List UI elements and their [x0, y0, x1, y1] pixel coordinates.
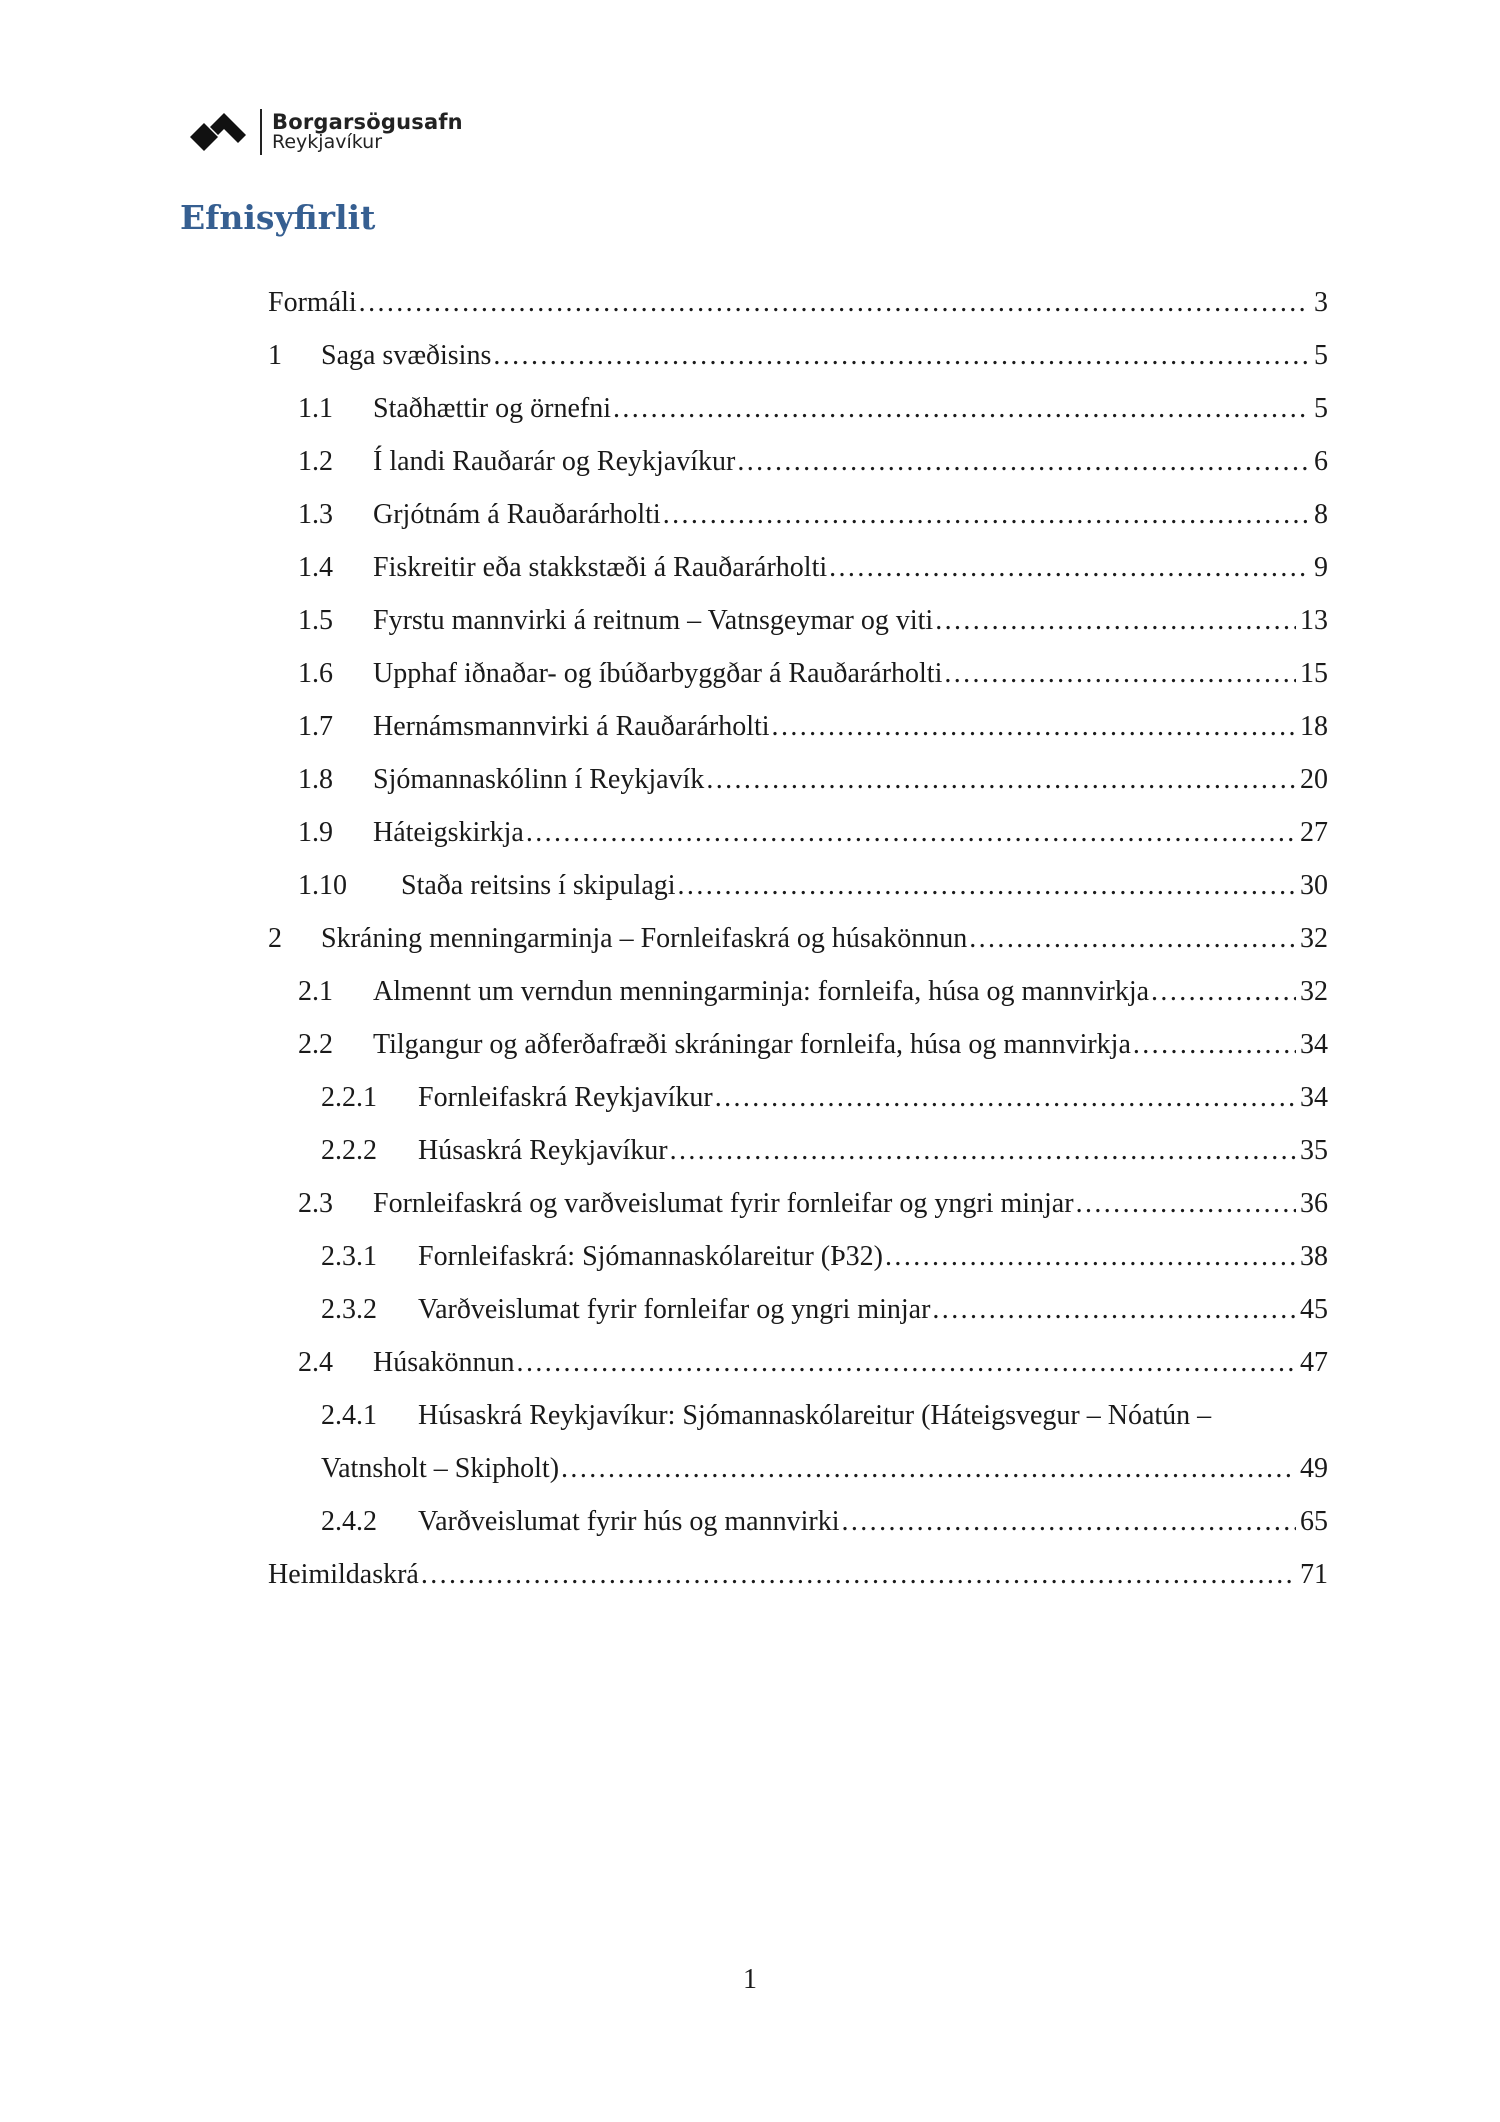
toc-label[interactable]: Skráning menningarminja – Fornleifaskrá og húsakönnun [321, 922, 968, 954]
logo-text [272, 111, 463, 153]
toc-leader [1151, 976, 1296, 1008]
toc-leader [885, 1241, 1296, 1273]
toc-number: 1.1 [298, 392, 333, 424]
toc-label[interactable]: Hernámsmannvirki á Rauðarárholti [373, 710, 770, 742]
toc-page: 49 [1300, 1452, 1328, 1484]
toc-number: 2.3.1 [321, 1240, 377, 1272]
toc-label[interactable]: Tilgangur og aðferðafræði skráningar fornleifa, húsa og mannvirkja [373, 1028, 1131, 1060]
toc-number: 1.8 [298, 763, 333, 795]
toc-page: 9 [1314, 551, 1328, 583]
toc-leader [359, 287, 1310, 319]
toc-page: 32 [1300, 975, 1328, 1007]
toc-page: 5 [1314, 392, 1328, 424]
toc-page: 3 [1314, 286, 1328, 318]
toc-label[interactable]: Fyrstu mannvirki á reitnum – Vatnsgeymar og viti [373, 604, 934, 636]
toc-number: 1.10 [298, 869, 347, 901]
toc-page: 15 [1300, 657, 1328, 689]
page-number: 1 [743, 1964, 757, 1995]
toc-page: 13 [1300, 604, 1328, 636]
toc-row[interactable] [268, 1548, 1328, 1601]
toc-row[interactable] [268, 806, 1328, 859]
toc-label[interactable]: Varðveislumat fyrir hús og mannvirki [418, 1505, 840, 1537]
museum-logo [190, 106, 463, 158]
toc-number: 2.2 [298, 1028, 333, 1060]
toc-number: 1.4 [298, 551, 333, 583]
toc-leader [613, 393, 1310, 425]
toc-label[interactable]: Í landi Rauðarár og Reykjavíkur [373, 445, 736, 477]
toc-leader [935, 605, 1296, 637]
toc-leader [663, 499, 1310, 531]
toc-label[interactable]: Fornleifaskrá Reykjavíkur [418, 1081, 713, 1113]
toc-page: 6 [1314, 445, 1328, 477]
toc-row[interactable] [268, 1283, 1328, 1336]
toc-page: 45 [1300, 1293, 1328, 1325]
toc-number: 2.3.2 [321, 1293, 377, 1325]
toc-page: 8 [1314, 498, 1328, 530]
toc-row[interactable] [268, 1177, 1328, 1230]
toc-label[interactable]: Fiskreitir eða stakkstæði á Rauðarárholti [373, 551, 828, 583]
toc-number: 1.3 [298, 498, 333, 530]
logo-divider [260, 109, 262, 155]
toc-page: 36 [1300, 1187, 1328, 1219]
toc-row[interactable] [268, 965, 1328, 1018]
toc-number: 1 [268, 339, 282, 371]
toc-leader [561, 1453, 1296, 1485]
toc-label[interactable]: Húsaskrá Reykjavíkur [418, 1134, 668, 1166]
toc-label[interactable]: Almennt um verndun menningarminja: fornleifa, húsa og mannvirkja [373, 975, 1150, 1007]
toc-label[interactable]: Fornleifaskrá: Sjómannaskólareitur (Þ32) [418, 1240, 884, 1272]
toc-label[interactable]: Sjómannaskólinn í Reykjavík [373, 763, 705, 795]
toc-page: 38 [1300, 1240, 1328, 1272]
toc-number: 1.6 [298, 657, 333, 689]
toc-row[interactable] [268, 382, 1328, 435]
toc-label[interactable]: Heimildaskrá [268, 1558, 419, 1590]
toc-page: 47 [1300, 1346, 1328, 1378]
toc-leader [944, 658, 1296, 690]
toc-page: 18 [1300, 710, 1328, 742]
toc-number: 2.3 [298, 1187, 333, 1219]
toc-row[interactable] [268, 1230, 1328, 1283]
toc-label[interactable]: Húsakönnun [373, 1346, 515, 1378]
toc-label[interactable]: Staða reitsins í skipulagi [401, 869, 676, 901]
toc-leader [678, 870, 1296, 902]
toc-label[interactable]: Upphaf iðnaðar- og íbúðarbyggðar á Rauðarárholti [373, 657, 943, 689]
toc-number: 2.4.2 [321, 1505, 377, 1537]
toc-page: 20 [1300, 763, 1328, 795]
toc-page: 34 [1300, 1081, 1328, 1113]
toc-leader [737, 446, 1310, 478]
table-of-contents [268, 276, 1328, 1601]
toc-row[interactable] [268, 912, 1328, 965]
toc-leader [1133, 1029, 1296, 1061]
toc-row[interactable] [268, 1124, 1328, 1177]
logo-chevron-icon [190, 109, 248, 155]
toc-leader [670, 1135, 1296, 1167]
toc-leader [932, 1294, 1296, 1326]
toc-leader [421, 1559, 1296, 1591]
toc-row[interactable] [268, 753, 1328, 806]
toc-number: 1.2 [298, 445, 333, 477]
toc-label[interactable]: Fornleifaskrá og varðveislumat fyrir fornleifar og yngri minjar [373, 1187, 1074, 1219]
toc-row[interactable] [268, 1336, 1328, 1389]
toc-row[interactable] [268, 700, 1328, 753]
toc-leader [715, 1082, 1296, 1114]
toc-row[interactable] [268, 488, 1328, 541]
toc-row[interactable] [268, 435, 1328, 488]
toc-label[interactable]: Háteigskirkja [373, 816, 524, 848]
toc-leader [706, 764, 1296, 796]
toc-row[interactable] [268, 859, 1328, 912]
toc-number: 1.7 [298, 710, 333, 742]
toc-page: 5 [1314, 339, 1328, 371]
toc-leader [1076, 1188, 1296, 1220]
logo-subtitle: Reykjavíkur [272, 131, 383, 154]
toc-label[interactable]: Grjótnám á Rauðarárholti [373, 498, 661, 530]
toc-leader [841, 1506, 1296, 1538]
toc-page: 32 [1300, 922, 1328, 954]
toc-label[interactable]: Varðveislumat fyrir fornleifar og yngri minjar [418, 1293, 931, 1325]
toc-page: 65 [1300, 1505, 1328, 1537]
toc-page: 71 [1300, 1558, 1328, 1590]
toc-row[interactable] [268, 541, 1328, 594]
toc-row[interactable] [268, 276, 1328, 329]
toc-number: 1.9 [298, 816, 333, 848]
toc-page: 27 [1300, 816, 1328, 848]
toc-label[interactable]: Staðhættir og örnefni [373, 392, 611, 424]
toc-row[interactable] [268, 1018, 1328, 1071]
toc-label[interactable]: Saga svæðisins [321, 339, 492, 371]
toc-number: 1.5 [298, 604, 333, 636]
toc-row[interactable] [268, 647, 1328, 700]
toc-row[interactable] [268, 1389, 1328, 1495]
toc-leader [526, 817, 1296, 849]
toc-number: 2.2.2 [321, 1134, 377, 1166]
toc-row[interactable] [268, 1495, 1328, 1548]
toc-label[interactable]: Húsaskrá Reykjavíkur: Sjómannaskólareitur (Háteigsvegur – Nóatún – [418, 1399, 1212, 1431]
logo-name: Borgarsögusafn [272, 110, 463, 134]
page-title: Efnisyfirlit [180, 198, 376, 237]
toc-page: 30 [1300, 869, 1328, 901]
toc-number: 2.4.1 [321, 1399, 377, 1431]
toc-row[interactable] [268, 594, 1328, 647]
toc-leader [517, 1347, 1296, 1379]
toc-leader [829, 552, 1310, 584]
toc-number: 2.1 [298, 975, 333, 1007]
toc-label[interactable]: Formáli [268, 286, 357, 318]
toc-number: 2.4 [298, 1346, 333, 1378]
toc-leader [969, 923, 1296, 955]
toc-row[interactable] [268, 1071, 1328, 1124]
toc-page: 35 [1300, 1134, 1328, 1166]
toc-number: 2.2.1 [321, 1081, 377, 1113]
toc-number: 2 [268, 922, 282, 954]
toc-leader [772, 711, 1296, 743]
toc-row[interactable] [268, 329, 1328, 382]
toc-leader [493, 340, 1310, 372]
toc-page: 34 [1300, 1028, 1328, 1060]
toc-label-continued[interactable]: Vatnsholt – Skipholt) [321, 1452, 560, 1484]
